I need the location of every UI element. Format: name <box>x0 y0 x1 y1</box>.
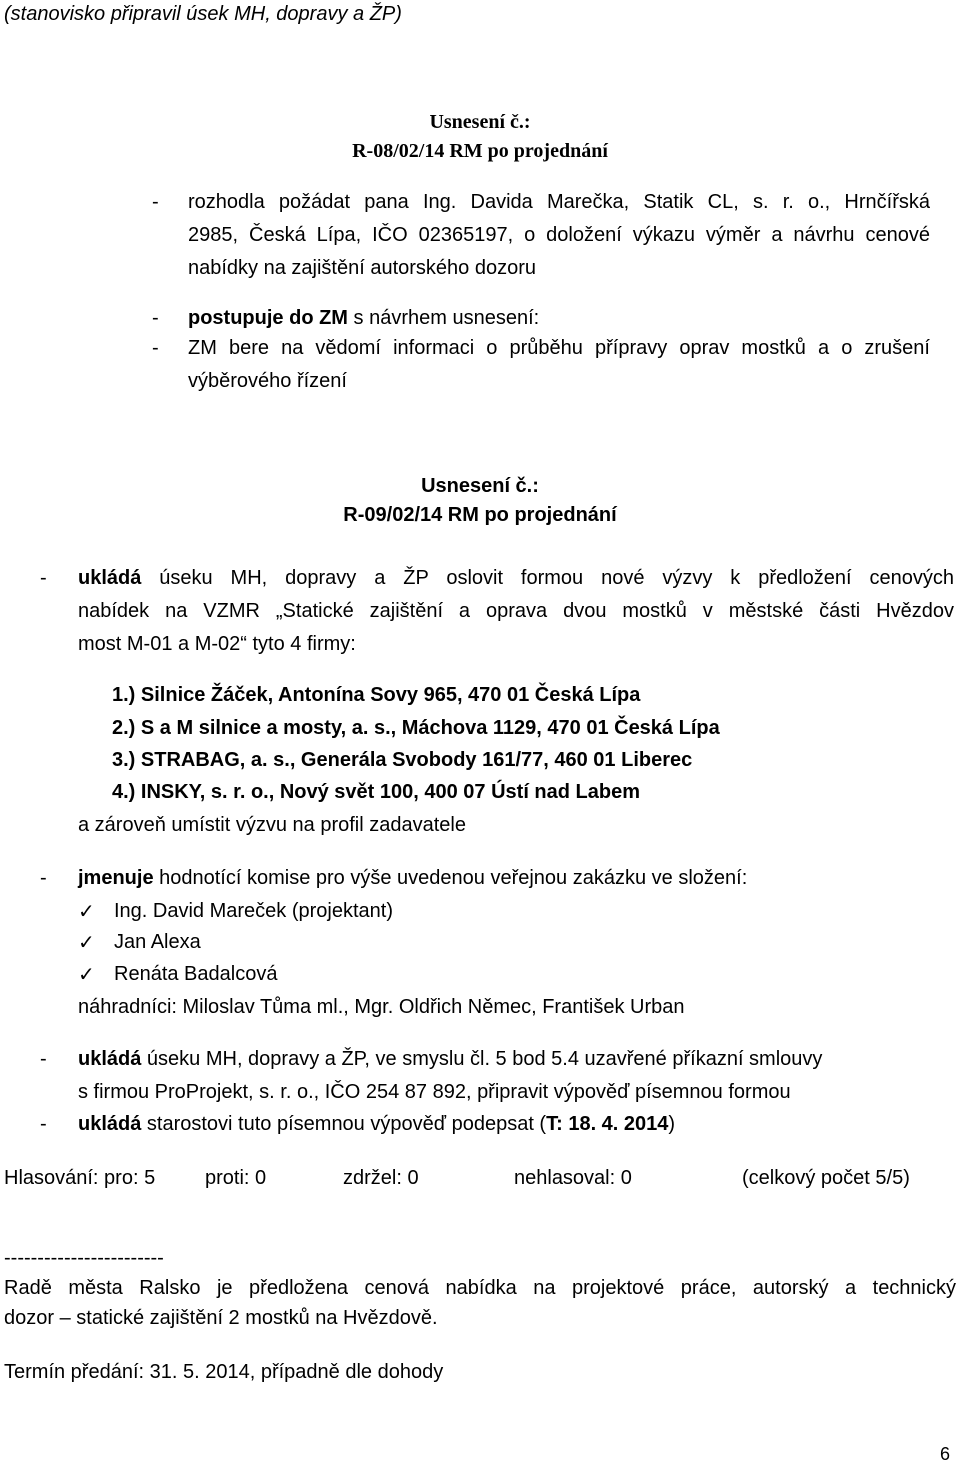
res2-item4-rest: starostovi tuto písemnou výpověď podepsat ( <box>141 1113 547 1135</box>
after-firms: a zároveň umístit výzvu na profil zadavatele <box>78 814 466 836</box>
bullet-dash: - <box>152 191 159 213</box>
res2-item1-text: úseku MH, dopravy a ŽP oslovit formou nové výzvy k předložení cenových <box>141 567 954 589</box>
resolution-1-title: Usnesení č.: <box>429 111 531 133</box>
res2-item1-line2: nabídek na VZMR „Statické zajištění a oprava dvou mostků v městské části Hvězdov <box>78 600 954 622</box>
res2-item4-deadline: T: 18. 4. 2014 <box>546 1113 669 1135</box>
bullet-dash: - <box>40 1048 47 1070</box>
res1-item1-line3: nabídky na zajištění autorského dozoru <box>188 257 536 279</box>
res1-item2 <box>188 302 539 335</box>
page-number: 6 <box>940 1444 951 1464</box>
bullet-dash: - <box>40 1113 47 1135</box>
res2-item1-line1 <box>78 562 954 595</box>
resolution-2-title: Usnesení č.: <box>421 475 539 497</box>
check-icon: ✓ <box>78 962 95 986</box>
firm-4: 4.) INSKY, s. r. o., Nový svět 100, 400 07 Ústí nad Labem <box>112 781 641 803</box>
vote-total: (celkový počet 5/5) <box>742 1167 910 1189</box>
note-line1: Radě města Ralsko je předložena cenová nabídka na projektové práce, autorský a technický <box>4 1277 956 1299</box>
vote-proti: proti: 0 <box>205 1167 267 1189</box>
res2-item3-line1 <box>78 1043 822 1076</box>
note-line2: dozor – statické zajištění 2 mostků na Hvězdově. <box>4 1307 438 1329</box>
member-1: Ing. David Mareček (projektant) <box>114 900 394 922</box>
header-note: (stanovisko připravil úsek MH, dopravy a ŽP) <box>4 3 402 25</box>
vote-zdrzel: zdržel: 0 <box>343 1167 419 1189</box>
res2-item1-bold: ukládá <box>78 567 142 589</box>
res1-item1-line2: 2985, Česká Lípa, IČO 02365197, o doložení výkazu výměr a návrhu cenové <box>188 224 930 246</box>
check-icon: ✓ <box>78 930 95 954</box>
res2-item4-end: ) <box>668 1113 676 1135</box>
check-icon: ✓ <box>78 899 95 923</box>
res1-item2-rest: s návrhem usnesení: <box>347 307 540 329</box>
res1-item3-line2: výběrového řízení <box>188 370 347 392</box>
resolution-1-number: R-08/02/14 RM po projednání <box>352 140 608 162</box>
separator: ------------------------ <box>4 1247 164 1269</box>
vote-pro: Hlasování: pro: 5 <box>4 1167 156 1189</box>
res2-item2-bold: jmenuje <box>78 867 154 889</box>
res2-item3-line2: s firmou ProProjekt, s. r. o., IČO 254 87 892, připravit výpověď písemnou formou <box>78 1081 791 1103</box>
vote-nehlasoval: nehlasoval: 0 <box>514 1167 632 1189</box>
res2-item2-rest: hodnotící komise pro výše uvedenou veřejnou zakázku ve složení: <box>153 867 748 889</box>
firm-3: 3.) STRABAG, a. s., Generála Svobody 161/77, 460 01 Liberec <box>112 749 693 771</box>
res2-item2 <box>78 862 747 895</box>
bullet-dash: - <box>40 867 47 889</box>
member-2: Jan Alexa <box>114 931 201 953</box>
firm-1: 1.) Silnice Žáček, Antonína Sovy 965, 470 01 Česká Lípa <box>112 684 641 706</box>
substitutes: náhradníci: Miloslav Tůma ml., Mgr. Oldřich Němec, František Urban <box>78 996 685 1018</box>
bullet-dash: - <box>152 307 159 329</box>
res1-item1-line1: rozhodla požádat pana Ing. Davida Marečka, Statik CL, s. r. o., Hrnčířská <box>188 191 930 213</box>
bullet-dash: - <box>40 567 47 589</box>
firm-2: 2.) S a M silnice a mosty, a. s., Máchova 1129, 470 01 Česká Lípa <box>112 717 720 739</box>
bullet-dash: - <box>152 337 159 359</box>
res2-item3-bold: ukládá <box>78 1048 142 1070</box>
res2-item3-text: úseku MH, dopravy a ŽP, ve smyslu čl. 5 bod 5.4 uzavřené příkazní smlouvy <box>141 1048 823 1070</box>
res1-item3-line1: ZM bere na vědomí informaci o průběhu přípravy oprav mostků a o zrušení <box>188 337 930 359</box>
res1-item2-bold: postupuje do ZM <box>188 307 348 329</box>
member-3: Renáta Badalcová <box>114 963 278 985</box>
res2-item4 <box>78 1108 675 1141</box>
res2-item1-line3: most M-01 a M-02“ tyto 4 firmy: <box>78 633 356 655</box>
res2-item4-bold: ukládá <box>78 1113 142 1135</box>
handover-deadline: Termín předání: 31. 5. 2014, případně dle dohody <box>4 1361 444 1383</box>
resolution-2-number: R-09/02/14 RM po projednání <box>343 504 617 526</box>
